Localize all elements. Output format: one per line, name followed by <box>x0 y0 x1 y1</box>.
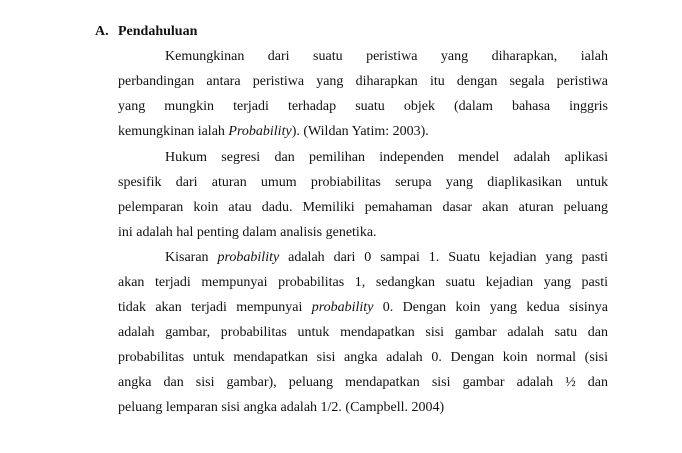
paragraph-3-line-4: adalah gambar, probabilitas untuk mendapatkan sisi gambar adalah satu dan <box>118 325 608 340</box>
paragraph-3-line-3 <box>118 298 608 318</box>
section-heading <box>95 22 197 42</box>
paragraph-3-line-5: probabilitas untuk mendapatkan sisi angka adalah 0. Dengan koin normal (sisi <box>118 350 608 365</box>
text-span: adalah dari 0 sampai 1. Suatu kejadian yang pasti <box>279 250 609 265</box>
text-span: kemungkinan ialah <box>118 124 229 139</box>
paragraph-3-line-6: angka dan sisi gambar), peluang mendapatkan sisi gambar adalah ½ dan <box>118 375 608 390</box>
text-span: ). (Wildan Yatim: 2003). <box>291 124 429 139</box>
text-span: Kisaran <box>165 250 218 265</box>
section-number: A. <box>95 24 109 39</box>
paragraph-3-line-7: peluang lemparan sisi angka adalah 1/2. (Campbell. 2004) <box>118 400 445 415</box>
text-span: tidak akan terjadi mempunyai <box>118 300 312 315</box>
italic-term: probability <box>217 250 280 265</box>
paragraph-2-line-3: pelemparan koin atau dadu. Memiliki pemahaman dasar akan aturan peluang <box>118 200 608 215</box>
paragraph-3-line-2: akan terjadi mempunyai probabilitas 1, sedangkan suatu kejadian yang pasti <box>118 275 608 290</box>
paragraph-3-line-1 <box>165 248 608 268</box>
paragraph-1-line-4 <box>118 122 429 142</box>
italic-term: probability <box>311 300 374 315</box>
paragraph-2-line-4: ini adalah hal penting dalam analisis genetika. <box>118 225 377 240</box>
section-title: Pendahuluan <box>118 24 198 39</box>
paragraph-1-line-1: Kemungkinan dari suatu peristiwa yang diharapkan, ialah <box>165 49 608 64</box>
paragraph-2-line-1: Hukum segresi dan pemilihan independen mendel adalah aplikasi <box>165 150 608 165</box>
paragraph-1-line-3: yang mungkin terjadi terhadap suatu objek (dalam bahasa inggris <box>118 99 608 114</box>
text-span: 0. Dengan koin yang kedua sisinya <box>373 300 608 315</box>
paragraph-2-line-2: spesifik dari aturan umum probiabilitas serupa yang diaplikasikan untuk <box>118 175 608 190</box>
italic-term: Probability <box>228 124 292 139</box>
paragraph-1-line-2: perbandingan antara peristiwa yang diharapkan itu dengan segala peristiwa <box>118 74 608 89</box>
